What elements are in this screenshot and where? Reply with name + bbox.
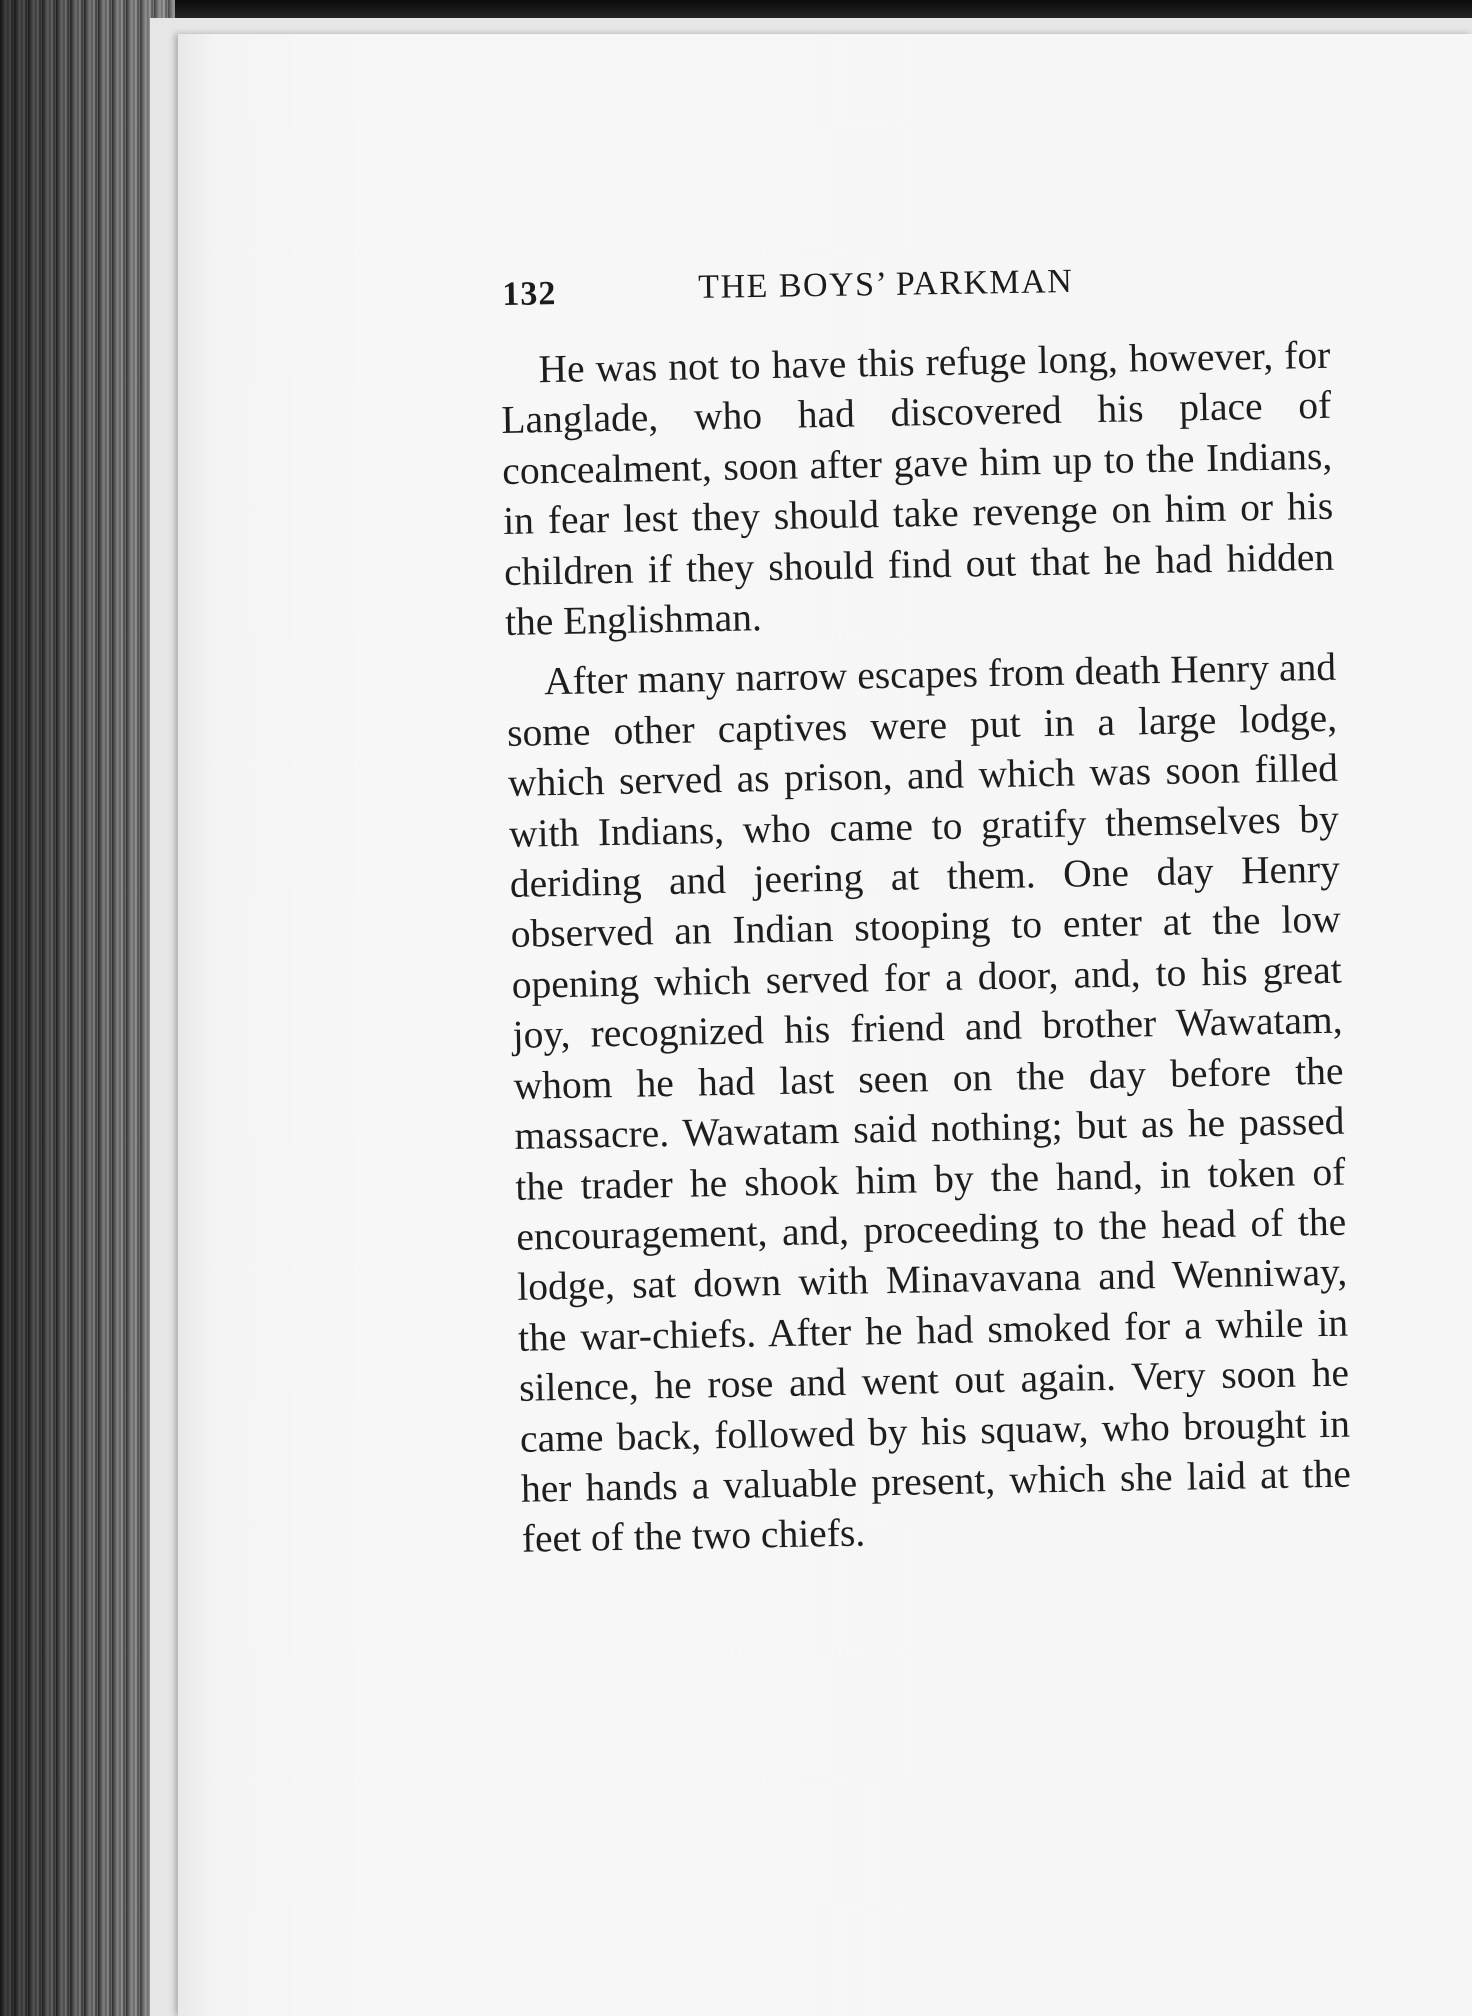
running-title: THE BOYS’ PARKMAN <box>697 263 1074 306</box>
body-text <box>500 330 1352 1565</box>
paragraph-2: After many narrow escapes from death Henry and some other captives were put in a large lodge, which served as prison, and which was soon filled with Indians, who came to gratify themselves by deriding and jeering at them. One day Henry observed an Indian stooping to enter at the low opening which served for a door, and, to his great joy, recognized his friend and brother Wawatam, whom he had last seen on the day before the massacre. Wawatam said nothing; but as he passed the trader he shook him by the hand, in token of encouragement, and, proceeding to the head of the lodge, sat down with Minavavana and Wenniway, the war-chiefs. After he had smoked for a while in silence, he rose and went out again. Very soon he came back, followed by his squaw, who brought in her hands a valuable present, which she laid at the feet of the two chiefs. <box>506 645 1352 1562</box>
book-edge-shading <box>0 0 175 2016</box>
page-header <box>502 262 1123 322</box>
paragraph-1: He was not to have this refuge long, however, for Langlade, who had discovered his place of concealment, soon after gave him up to the Indians, in fear lest they should take revenge on him or his children if they should find out that he had hidden the Englishman. <box>500 332 1335 644</box>
page-number: 132 <box>502 275 557 313</box>
